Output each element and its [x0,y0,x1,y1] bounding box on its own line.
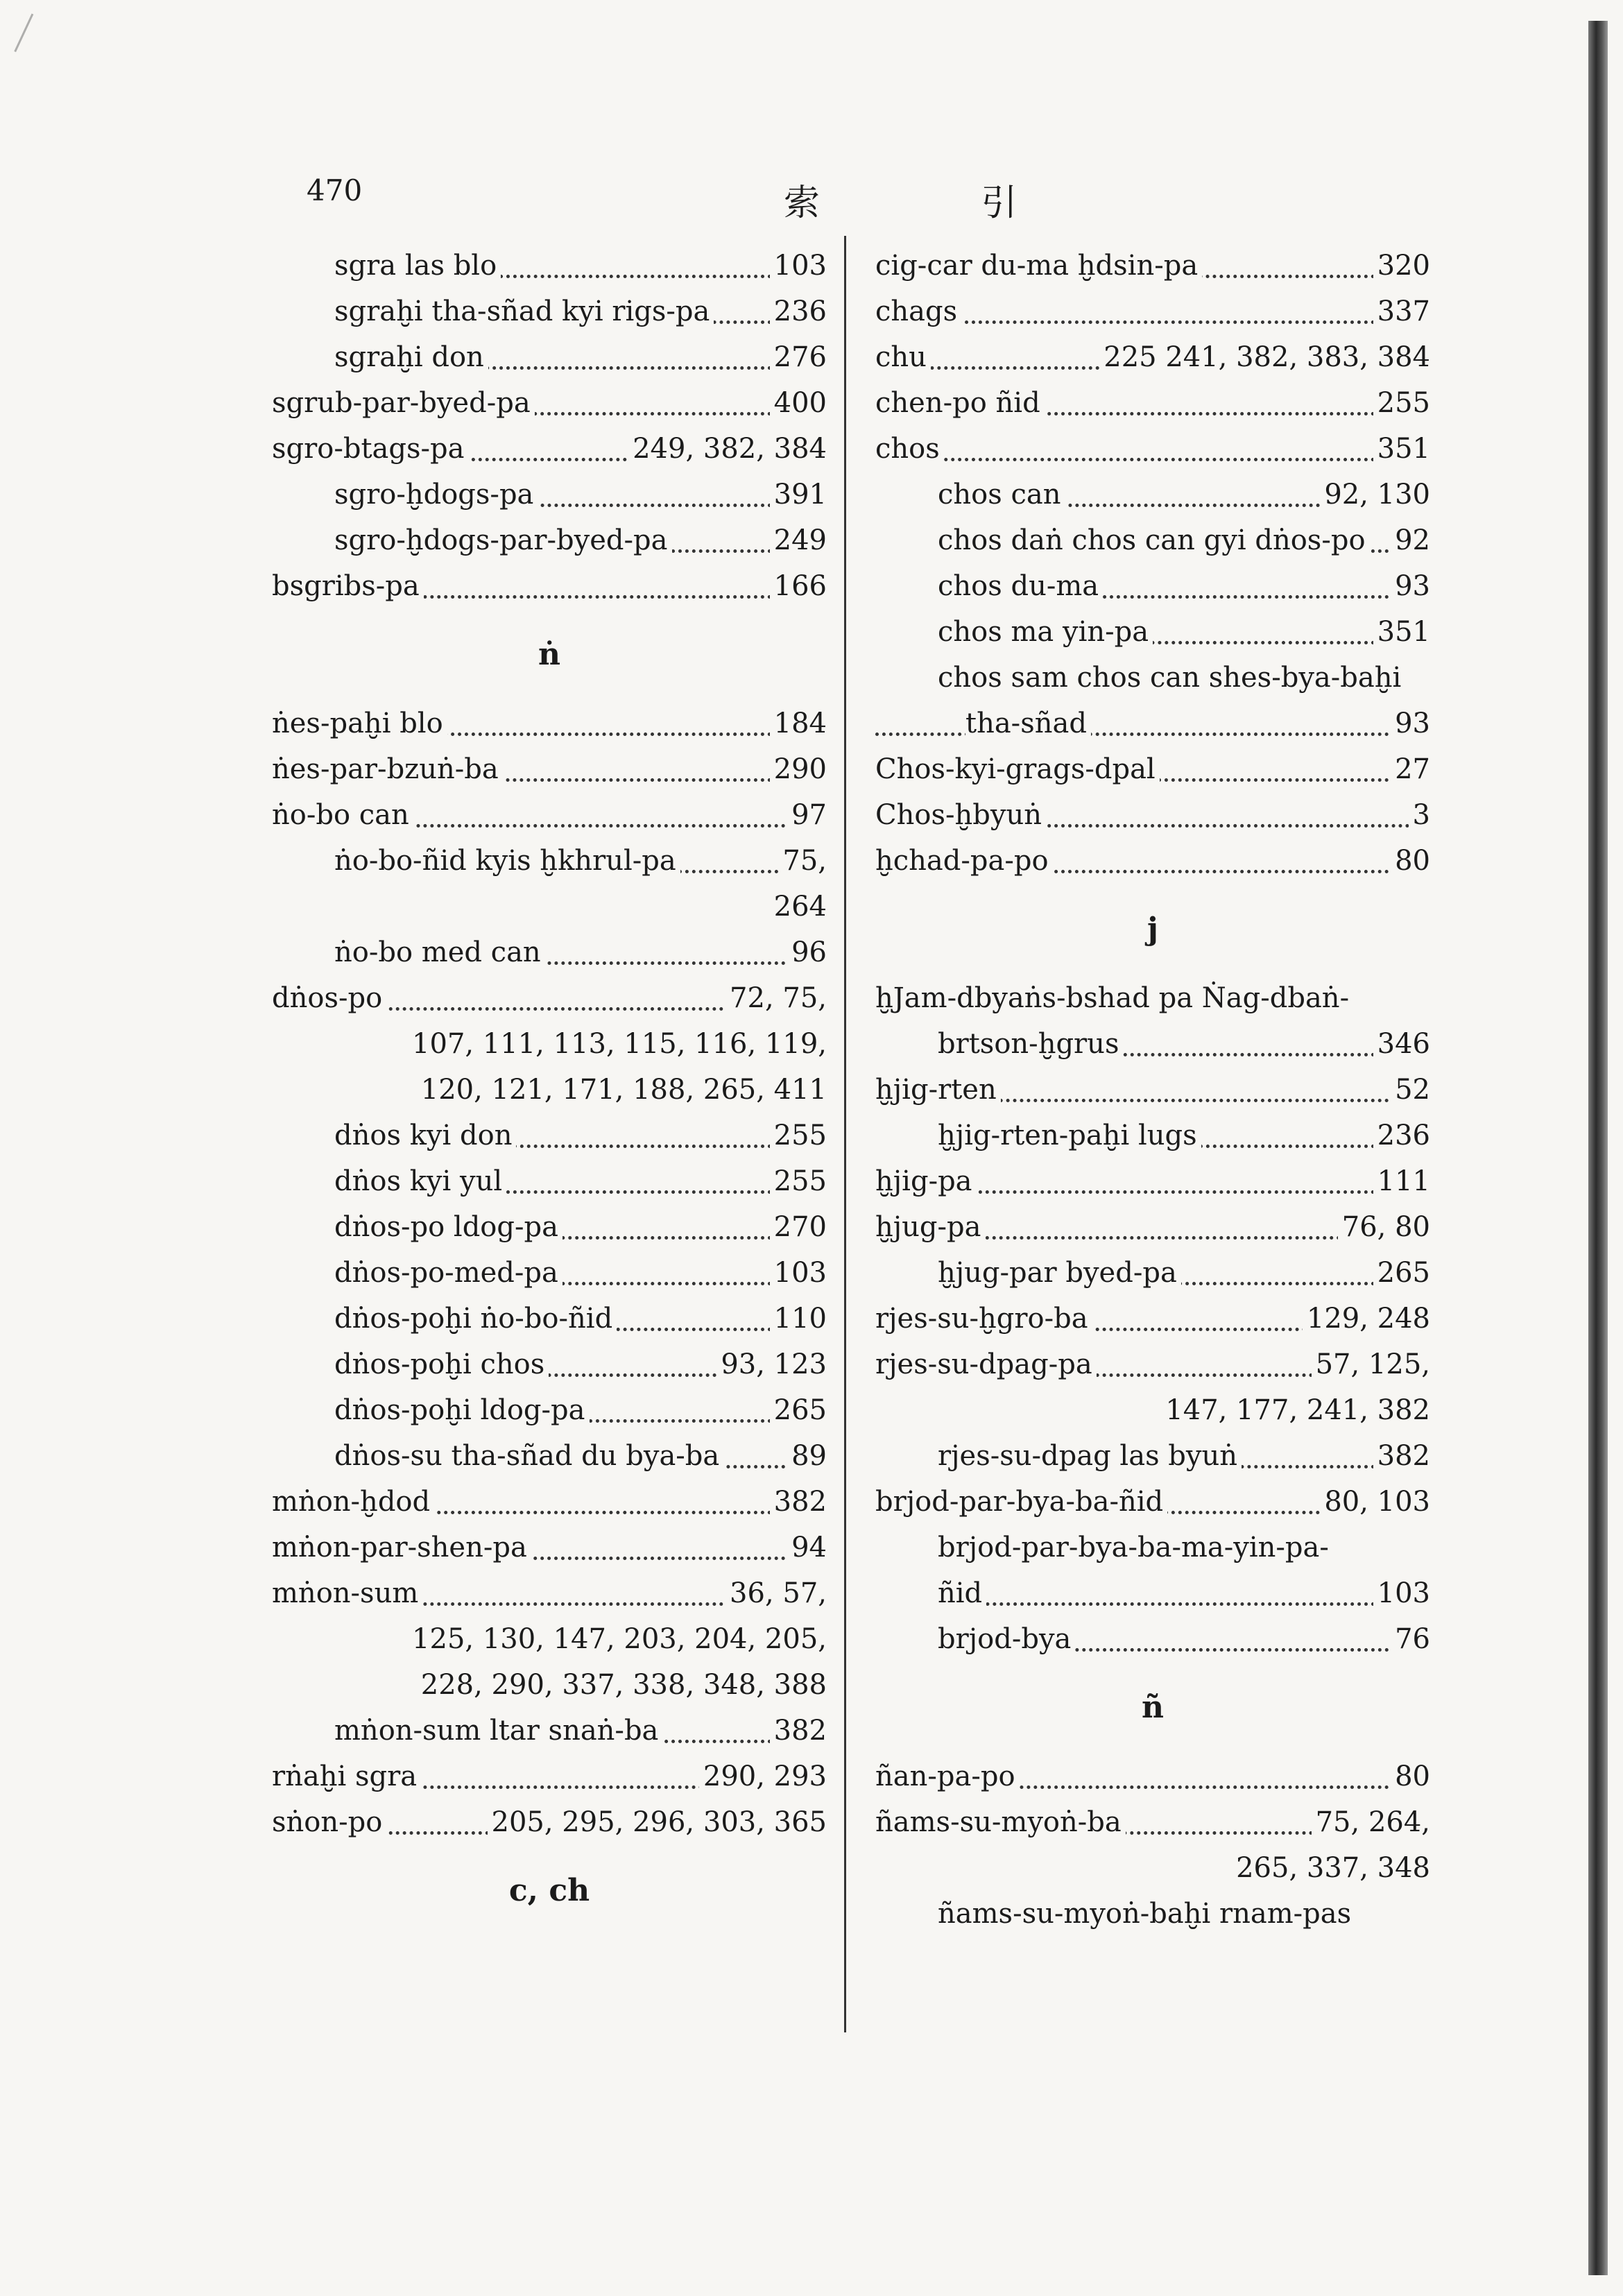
entry-term: chos sam chos can shes-bya-baḫi [938,662,1405,694]
entry-pages: 249 [770,517,827,563]
entry-pages: 255 [1373,380,1430,426]
index-entry [875,1158,1430,1204]
entry-term: chen-po ñid [875,387,1045,419]
entry-pages: 75, [778,838,827,884]
entry-term: brjod-par-bya-ba-ma-yin-pa- [938,1532,1333,1563]
index-entry [272,1204,827,1250]
entry-term: chos ma yin-pa [938,616,1153,648]
entry-pages: 80 [1391,1754,1430,1799]
index-entry [875,792,1430,838]
page-title: 索 引 [784,182,1092,224]
index-entry [875,1479,1430,1525]
entry-term: ḫjig-pa [875,1165,977,1197]
entry-pages: 382 [770,1479,827,1525]
entry-term: sgro-ḫdogs-pa [334,479,538,511]
index-entry [875,426,1430,472]
entry-term: sgro-btags-pa [272,433,468,465]
entry-term: dṅos kyi yul [334,1165,506,1197]
entry-term: ṅo-bo can [272,799,413,831]
index-entry [875,746,1430,792]
entry-pages: 93 [1391,701,1430,746]
entry-pages: 265 [1373,1250,1430,1296]
entry-pages: 382 [1373,1433,1430,1479]
entry-term: chu [875,341,931,373]
entry-page-continuation: 120, 121, 171, 188, 265, 411 [420,1074,827,1106]
entry-term: ḫjug-pa [875,1211,986,1243]
index-entry [875,472,1430,517]
index-entry [272,1479,827,1525]
entry-pages: 382 [770,1708,827,1754]
section-heading: j [1147,911,1158,947]
index-entry [272,563,827,609]
index-entry [875,1891,1430,1937]
index-entry [875,563,1430,609]
index-entry [272,1708,827,1754]
index-entry [272,1296,827,1342]
entry-term: sgro-ḫdogs-par-byed-pa [334,524,672,556]
entry-pages: 94 [787,1525,827,1570]
index-entry [875,1616,1430,1662]
index-entry [875,243,1430,289]
index-entry [875,334,1430,380]
index-entry [875,1570,1430,1616]
entry-pages: 351 [1373,426,1430,472]
index-entry [272,289,827,334]
entry-page-continuation: 264 [773,891,827,923]
index-entry [875,517,1430,563]
entry-term: dṅos kyi don [334,1120,516,1151]
index-entry [272,701,827,746]
index-entry [875,1525,1430,1570]
entry-term: ḫjig-rten [875,1074,1001,1106]
entry-pages: 320 [1373,243,1430,289]
index-entry [875,1799,1430,1845]
entry-term: mṅon-sum [272,1577,422,1609]
index-entry [272,1525,827,1570]
index-entry [875,1067,1430,1113]
entry-term: rjes-su-dpag las byuṅ [938,1440,1242,1472]
entry-pages: 236 [1373,1113,1430,1158]
entry-pages: 290, 293 [699,1754,827,1799]
entry-term: ñams-su-myoṅ-ba [875,1806,1126,1838]
entry-term: mṅon-par-shen-pa [272,1532,531,1563]
index-entry [875,1021,1430,1067]
entry-term: ṅes-paḫi blo [272,708,447,739]
entry-pages: 110 [770,1296,827,1342]
entry-term: ñams-su-myoṅ-baḫi rnam-pas [938,1898,1355,1930]
entry-term: rṅaḫi sgra [272,1760,421,1792]
section-heading: ṅ [538,637,560,672]
entry-pages: 97 [787,792,827,838]
index-entry [272,517,827,563]
entry-pages: 205, 295, 296, 303, 365 [488,1799,827,1845]
entry-term: ñid [938,1577,986,1609]
index-entry [272,426,827,472]
index-entry [272,243,827,289]
entry-term: brjod-bya [938,1623,1075,1655]
entry-term: chos du-ma [938,570,1103,602]
column-divider [844,236,846,2032]
entry-term: chos can [938,479,1065,511]
entry-pages: 3 [1409,792,1430,838]
book-spine-edge [1588,21,1608,2275]
entry-pages: 400 [770,380,827,426]
entry-term: brtson-ḫgrus [938,1028,1123,1060]
entry-pages: 276 [770,334,827,380]
entry-pages: 249, 382, 384 [628,426,827,472]
entry-term: dṅos-poḫi chos [334,1348,549,1380]
entry-term: sgraḫi tha-sñad kyi rigs-pa [334,295,714,327]
entry-page-continuation: 147, 177, 241, 382 [1165,1394,1430,1426]
index-entry [875,1204,1430,1250]
entry-term: cig-car du-ma ḫdsin-pa [875,250,1202,282]
entry-term: mṅon-ḫdod [272,1486,434,1518]
entry-term: chos daṅ chos can gyi dṅos-po [938,524,1370,556]
entry-pages: 103 [770,243,827,289]
index-entry [272,1754,827,1799]
index-column-right [875,243,1430,1937]
entry-pages: 89 [787,1433,827,1479]
entry-pages: 76, 80 [1338,1204,1430,1250]
entry-term: ḫchad-pa-po [875,845,1053,877]
entry-term: dṅos-poḫi ṅo-bo-ñid [334,1303,617,1335]
section-heading: ñ [1142,1690,1164,1725]
entry-pages: 103 [1373,1570,1430,1616]
entry-term: ṅo-bo med can [334,936,545,968]
entry-pages: 391 [770,472,827,517]
entry-term: Chos-ḫbyuṅ [875,799,1046,831]
entry-pages: 346 [1373,1021,1430,1067]
entry-term: dṅos-su tha-sñad du bya-ba [334,1440,723,1472]
index-entry [272,746,827,792]
index-entry [272,1113,827,1158]
entry-term: sgra las blo [334,250,501,282]
entry-term: dṅos-po [272,982,386,1014]
entry-term: Chos-kyi-grags-dpal [875,753,1160,785]
entry-pages: 166 [770,563,827,609]
section-heading: c, ch [508,1873,590,1908]
index-entry [875,380,1430,426]
entry-pages: 80, 103 [1320,1479,1430,1525]
entry-term: ḫJam-dbyaṅs-bshad pa Ṅag-dbaṅ- [875,982,1353,1014]
entry-term: bsgribs-pa [272,570,424,602]
entry-pages: 52 [1391,1067,1430,1113]
entry-pages: 80 [1391,838,1430,884]
entry-term: rjes-su-ḫgro-ba [875,1303,1092,1335]
entry-term: sgraḫi don [334,341,488,373]
entry-pages: 93 [1391,563,1430,609]
entry-term: sgrub-par-byed-pa [272,387,535,419]
entry-term: ṅes-par-bzuṅ-ba [272,753,503,785]
entry-pages: 103 [770,1250,827,1296]
index-entry [875,838,1430,884]
entry-pages: 337 [1373,289,1430,334]
entry-pages: 92 [1391,517,1430,563]
entry-page-continuation: 228, 290, 337, 338, 348, 388 [420,1669,827,1701]
entry-term: chos [875,433,944,465]
index-column-left [272,243,827,1937]
leader-dots [938,1597,1430,1606]
index-entry [272,838,827,884]
page-number: 470 [307,173,363,207]
entry-term: ñan-pa-po [875,1760,1020,1792]
entry-pages: 96 [787,929,827,975]
entry-term: mṅon-sum ltar snaṅ-ba [334,1715,662,1747]
leader-dots [875,727,1430,736]
entry-term: rjes-su-dpag-pa [875,1348,1097,1380]
entry-pages: 270 [770,1204,827,1250]
index-entry [272,1158,827,1204]
entry-term: tha-sñad [965,708,1091,739]
index-entry [272,380,827,426]
entry-term: brjod-par-bya-ba-ñid [875,1486,1167,1518]
index-entry [875,1250,1430,1296]
entry-pages: 76 [1391,1616,1430,1662]
index-entry [272,792,827,838]
entry-term: ṅo-bo-ñid kyis ḫkhrul-pa [334,845,680,877]
entry-pages: 57, 125, [1312,1342,1430,1387]
index-entry [875,975,1430,1021]
index-entry [875,701,1430,746]
index-entry [272,1570,827,1616]
index-entry [272,975,827,1021]
index-entry [272,1799,827,1845]
index-entry [875,1342,1430,1387]
index-entry [875,289,1430,334]
entry-page-continuation: 107, 111, 113, 115, 116, 119, [412,1028,827,1060]
entry-term: ḫjug-par byed-pa [938,1257,1181,1289]
index-entry [272,929,827,975]
entry-pages: 236 [770,289,827,334]
corner-scan-mark [14,13,71,69]
entry-pages: 255 [770,1158,827,1204]
index-entry [875,1113,1430,1158]
entry-pages: 36, 57, [725,1570,827,1616]
entry-pages: 265 [770,1387,827,1433]
entry-pages: 351 [1373,609,1430,655]
entry-term: dṅos-poḫi ldog-pa [334,1394,590,1426]
entry-pages: 225 241, 382, 383, 384 [1099,334,1430,380]
index-entry [875,1754,1430,1799]
entry-pages: 92, 130 [1320,472,1430,517]
entry-pages: 72, 75, [725,975,827,1021]
index-entry [272,472,827,517]
index-entry [272,1250,827,1296]
entry-term: sṅon-po [272,1806,386,1838]
entry-term: dṅos-po-med-pa [334,1257,563,1289]
index-entry [272,1342,827,1387]
index-entry [875,1433,1430,1479]
entry-term: chags [875,295,961,327]
index-entry [875,609,1430,655]
index-entry [272,1387,827,1433]
index-entry [875,1296,1430,1342]
entry-pages: 290 [770,746,827,792]
entry-term: dṅos-po ldog-pa [334,1211,563,1243]
entry-pages: 129, 248 [1303,1296,1430,1342]
entry-pages: 111 [1373,1158,1430,1204]
entry-pages: 27 [1391,746,1430,792]
index-entry [272,334,827,380]
entry-pages: 255 [770,1113,827,1158]
leader-dots [875,452,1430,461]
entry-term: ḫjig-rten-paḫi lugs [938,1120,1201,1151]
entry-page-continuation: 265, 337, 348 [1236,1852,1430,1884]
index-entry [875,655,1430,701]
entry-pages: 184 [770,701,827,746]
entry-pages: 75, 264, [1312,1799,1430,1845]
entry-page-continuation: 125, 130, 147, 203, 204, 205, [412,1623,827,1655]
entry-pages: 93, 123 [716,1342,827,1387]
index-entry [272,1433,827,1479]
